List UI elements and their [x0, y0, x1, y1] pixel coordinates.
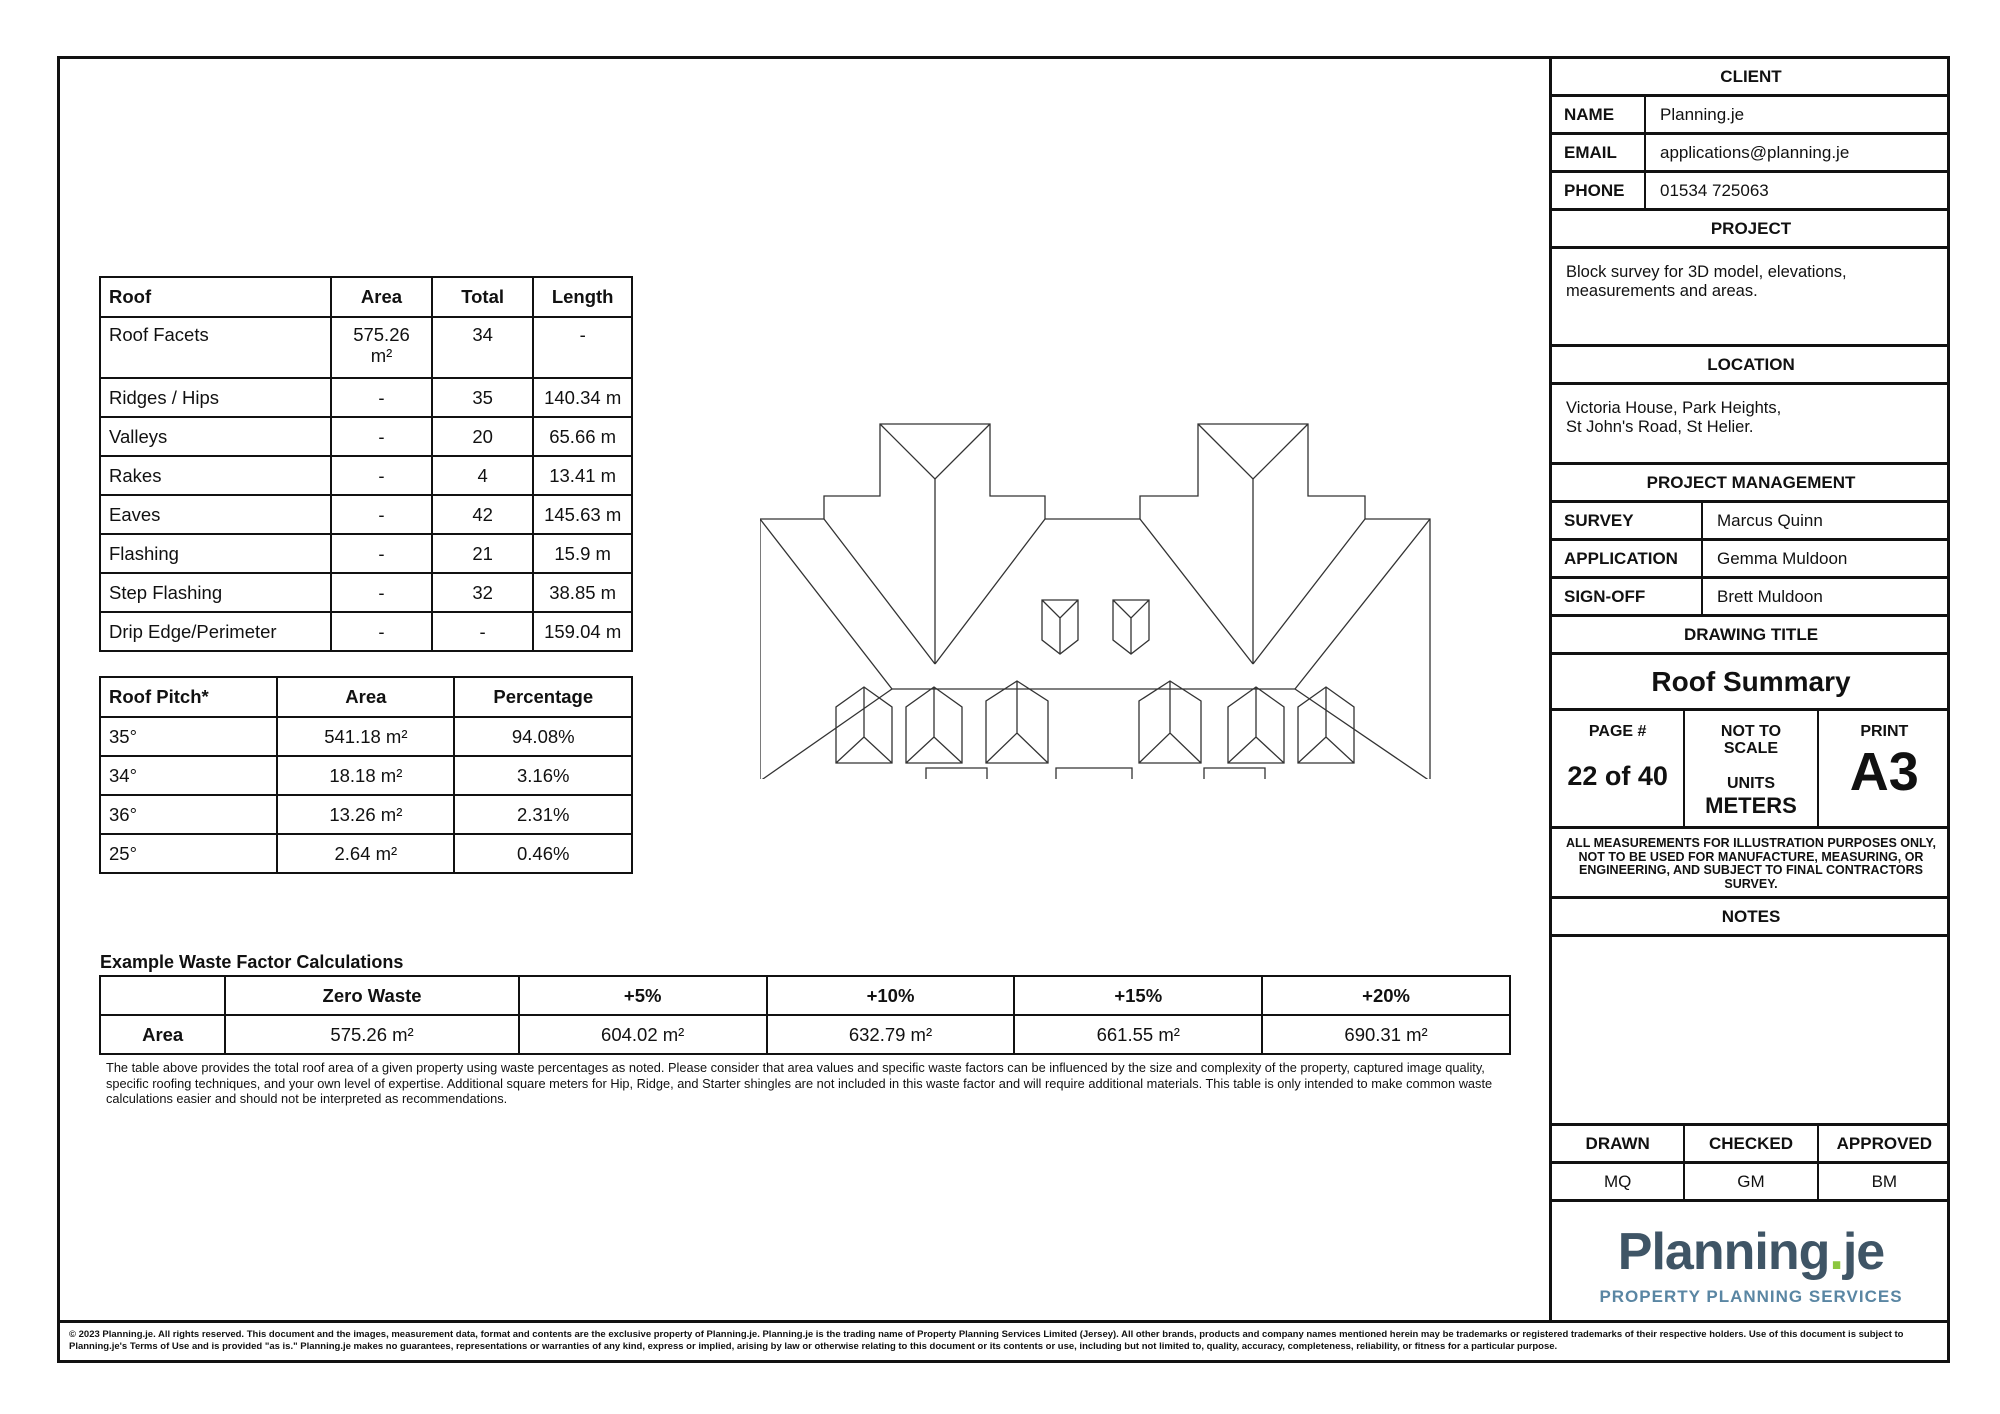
- cell: 575.26 m²: [331, 317, 432, 378]
- cell: 2.31%: [454, 795, 632, 834]
- cell: 632.79 m²: [767, 1015, 1015, 1054]
- table-row: [100, 417, 632, 456]
- location-line-1: Victoria House, Park Heights,: [1566, 399, 1782, 417]
- dormer: [1113, 600, 1149, 654]
- print-cell: [1817, 711, 1950, 826]
- cell: 140.34 m: [533, 378, 632, 417]
- cell: 4: [432, 456, 533, 495]
- cell: 15.9 m: [533, 534, 632, 573]
- table-row: [100, 573, 632, 612]
- cell: 18.18 m²: [277, 756, 454, 795]
- drawing-sheet: [57, 56, 1950, 1363]
- plus10-header: +10%: [767, 976, 1015, 1015]
- project-heading: PROJECT: [1552, 211, 1950, 249]
- waste-factor-table: [99, 975, 1511, 1055]
- notes-heading: NOTES: [1552, 899, 1950, 937]
- client-email-row: [1552, 135, 1950, 173]
- waste-factor-title: Example Waste Factor Calculations: [100, 952, 404, 972]
- cell: -: [331, 612, 432, 651]
- cell: 65.66 m: [533, 417, 632, 456]
- client-phone-label: PHONE: [1552, 173, 1646, 208]
- roof-hip: [880, 424, 990, 479]
- page-scale-print-row: [1552, 711, 1950, 829]
- survey-value: Marcus Quinn: [1717, 510, 1823, 530]
- cell: Valleys: [100, 417, 331, 456]
- table-row: [100, 1015, 1510, 1054]
- cell: 94.08%: [454, 717, 632, 756]
- sign-heads-row: [1552, 1126, 1950, 1164]
- project-description: Block survey for 3D model, elevations, measurements and areas.: [1552, 249, 1950, 347]
- cell: 35: [432, 378, 533, 417]
- area-header: Area: [331, 277, 432, 317]
- measurement-disclaimer: ALL MEASUREMENTS FOR ILLUSTRATION PURPOSES ONLY, NOT TO BE USED FOR MANUFACTURE, MEASURING, OR ENGINEERING, AND SUBJECT TO FINAL CONTRACTORS SURVEY.: [1552, 829, 1950, 899]
- cell: 159.04 m: [533, 612, 632, 651]
- cell: 661.55 m²: [1014, 1015, 1262, 1054]
- pitch-header: Roof Pitch*: [100, 677, 277, 717]
- application-row: [1552, 541, 1950, 579]
- cell: 34°: [100, 756, 277, 795]
- dormer: [1298, 687, 1354, 763]
- table-row: [100, 534, 632, 573]
- survey-row: [1552, 503, 1950, 541]
- percentage-header: Percentage: [454, 677, 632, 717]
- dormer: [906, 687, 962, 763]
- cell: -: [331, 456, 432, 495]
- table-row: [100, 717, 632, 756]
- logo-tagline: PROPERTY PLANNING SERVICES: [1599, 1287, 1903, 1306]
- sign-values-row: [1552, 1164, 1950, 1202]
- cell: Roof Facets: [100, 317, 331, 378]
- client-phone-value: 01534 725063: [1660, 180, 1769, 200]
- logo-dot: .: [1829, 1223, 1843, 1281]
- cell: 0.46%: [454, 834, 632, 873]
- location-address: [1552, 385, 1950, 465]
- table-row: [100, 378, 632, 417]
- roof-plan-drawing: [760, 419, 1440, 779]
- scale-label-1: NOT TO: [1720, 723, 1782, 740]
- dormer: [986, 681, 1048, 763]
- cell: 32: [432, 573, 533, 612]
- logo-wordmark: [1552, 1222, 1950, 1282]
- client-name-value: Planning.je: [1660, 104, 1745, 124]
- scale-label-2: SCALE: [1723, 740, 1779, 757]
- title-block: [1549, 59, 1950, 1320]
- sign-off-label: SIGN-OFF: [1552, 579, 1703, 614]
- drawing-title: Roof Summary: [1552, 655, 1950, 711]
- sign-off-row: [1552, 579, 1950, 617]
- units-label: UNITS: [1726, 775, 1775, 792]
- checked-heading: CHECKED: [1683, 1126, 1816, 1161]
- cell: Flashing: [100, 534, 331, 573]
- table-row: [100, 834, 632, 873]
- client-heading: CLIENT: [1552, 59, 1950, 97]
- dormer: [836, 687, 892, 763]
- pitch-area-header: Area: [277, 677, 454, 717]
- length-header: Length: [533, 277, 632, 317]
- cell: 13.26 m²: [277, 795, 454, 834]
- total-header: Total: [432, 277, 533, 317]
- cell: 42: [432, 495, 533, 534]
- cell: -: [533, 317, 632, 378]
- checked-initials: GM: [1683, 1164, 1816, 1199]
- table-row: [100, 612, 632, 651]
- dormer: [1042, 600, 1078, 654]
- table-row: [100, 756, 632, 795]
- cell: Ridges / Hips: [100, 378, 331, 417]
- copyright-notice: © 2023 Planning.je. All rights reserved. This document and the images, measurement data, format and contents are the exclusive property of Planning.je. Planning.je is the trading name of Property Planning Services Limited (Jersey). All other brands, products and company names mentioned herein may be trademarks or registered trademarks of their respective holders. Use of this document is subject to Planning.je's Terms of Use and is provided "as is." Planning.je makes no guarantees, representations or warranties of any kind, express or implied, arising by law or otherwise relating to this document or its contents or use, including but not limited to, quality, accuracy, completeness, reliability, or fitness for a particular purpose.: [69, 1329, 1904, 1352]
- logo-main: Planning: [1617, 1223, 1830, 1281]
- cell: -: [331, 573, 432, 612]
- cell: 145.63 m: [533, 495, 632, 534]
- client-email-value: applications@planning.je: [1660, 142, 1850, 162]
- table-row: [100, 495, 632, 534]
- cell: 13.41 m: [533, 456, 632, 495]
- table-row: [100, 317, 632, 378]
- cell: 20: [432, 417, 533, 456]
- plus15-header: +15%: [1014, 976, 1262, 1015]
- blank-header: [100, 976, 225, 1015]
- survey-label: SURVEY: [1552, 503, 1703, 538]
- project-management-heading: PROJECT MANAGEMENT: [1552, 465, 1950, 503]
- location-line-2: St John's Road, St Helier.: [1566, 418, 1754, 436]
- scale-units-cell: [1683, 711, 1816, 826]
- cell: 2.64 m²: [277, 834, 454, 873]
- cell: -: [331, 495, 432, 534]
- drawn-heading: DRAWN: [1585, 1133, 1650, 1153]
- print-label: PRINT: [1860, 723, 1909, 740]
- cell: -: [331, 378, 432, 417]
- logo-suffix: je: [1842, 1223, 1885, 1281]
- cell: 690.31 m²: [1262, 1015, 1510, 1054]
- cell: 36°: [100, 795, 277, 834]
- company-logo: [1552, 1202, 1950, 1320]
- client-email-label: EMAIL: [1552, 135, 1646, 170]
- print-size: A3: [1849, 742, 1919, 802]
- table-row: [100, 795, 632, 834]
- client-phone-row: [1552, 173, 1950, 211]
- page-label: PAGE #: [1588, 723, 1647, 740]
- cell: -: [331, 417, 432, 456]
- roof-hip: [760, 689, 1430, 779]
- cell: Rakes: [100, 456, 331, 495]
- dormer: [1139, 681, 1201, 763]
- application-label: APPLICATION: [1552, 541, 1703, 576]
- roof-hip: [760, 519, 1430, 689]
- page-number: 22 of 40: [1567, 761, 1668, 791]
- cell: 541.18 m²: [277, 717, 454, 756]
- area-row-label: Area: [100, 1015, 225, 1054]
- cell: 38.85 m: [533, 573, 632, 612]
- cell: 575.26 m²: [225, 1015, 519, 1054]
- cell: Drip Edge/Perimeter: [100, 612, 331, 651]
- roof-table: [99, 276, 633, 652]
- table-row: [100, 456, 632, 495]
- cell: Eaves: [100, 495, 331, 534]
- roof-pitch-table: [99, 676, 633, 874]
- client-name-label: NAME: [1552, 97, 1646, 132]
- client-name-row: [1552, 97, 1950, 135]
- application-value: Gemma Muldoon: [1717, 548, 1848, 568]
- location-heading: LOCATION: [1552, 347, 1950, 385]
- zero-waste-header: Zero Waste: [225, 976, 519, 1015]
- cell: Step Flashing: [100, 573, 331, 612]
- notes-area: [1552, 937, 1950, 1126]
- waste-note: The table above provides the total roof area of a given property using waste percentages as noted. Please consider that area values and specific waste factors can be influenced by the size and complexity of the property, captured image quality, specific roofing techniques, and your own level of expertise. Additional square meters for Hip, Ridge, and Starter shingles are not included in this waste factor and will require additional materials. This table is only intended to make common waste calculations easier and should not be interpreted as recommendations.: [106, 1060, 1493, 1106]
- cell: -: [432, 612, 533, 651]
- roof-header: Roof: [100, 277, 331, 317]
- plus5-header: +5%: [519, 976, 767, 1015]
- dormer: [1228, 687, 1284, 763]
- approved-heading: APPROVED: [1817, 1126, 1950, 1161]
- drawn-initials: MQ: [1603, 1171, 1632, 1191]
- approved-initials: BM: [1817, 1164, 1950, 1199]
- cell: 21: [432, 534, 533, 573]
- plus20-header: +20%: [1262, 976, 1510, 1015]
- drawing-title-heading: DRAWING TITLE: [1552, 617, 1950, 655]
- sign-off-value: Brett Muldoon: [1717, 586, 1823, 606]
- units-value: METERS: [1705, 793, 1797, 818]
- cell: 35°: [100, 717, 277, 756]
- page-cell: [1552, 711, 1683, 826]
- cell: 25°: [100, 834, 277, 873]
- cell: 34: [432, 317, 533, 378]
- footer-divider: [60, 1320, 1947, 1323]
- cell: 3.16%: [454, 756, 632, 795]
- roof-outline: [760, 424, 1430, 779]
- roof-hip: [1198, 424, 1308, 479]
- cell: 604.02 m²: [519, 1015, 767, 1054]
- cell: -: [331, 534, 432, 573]
